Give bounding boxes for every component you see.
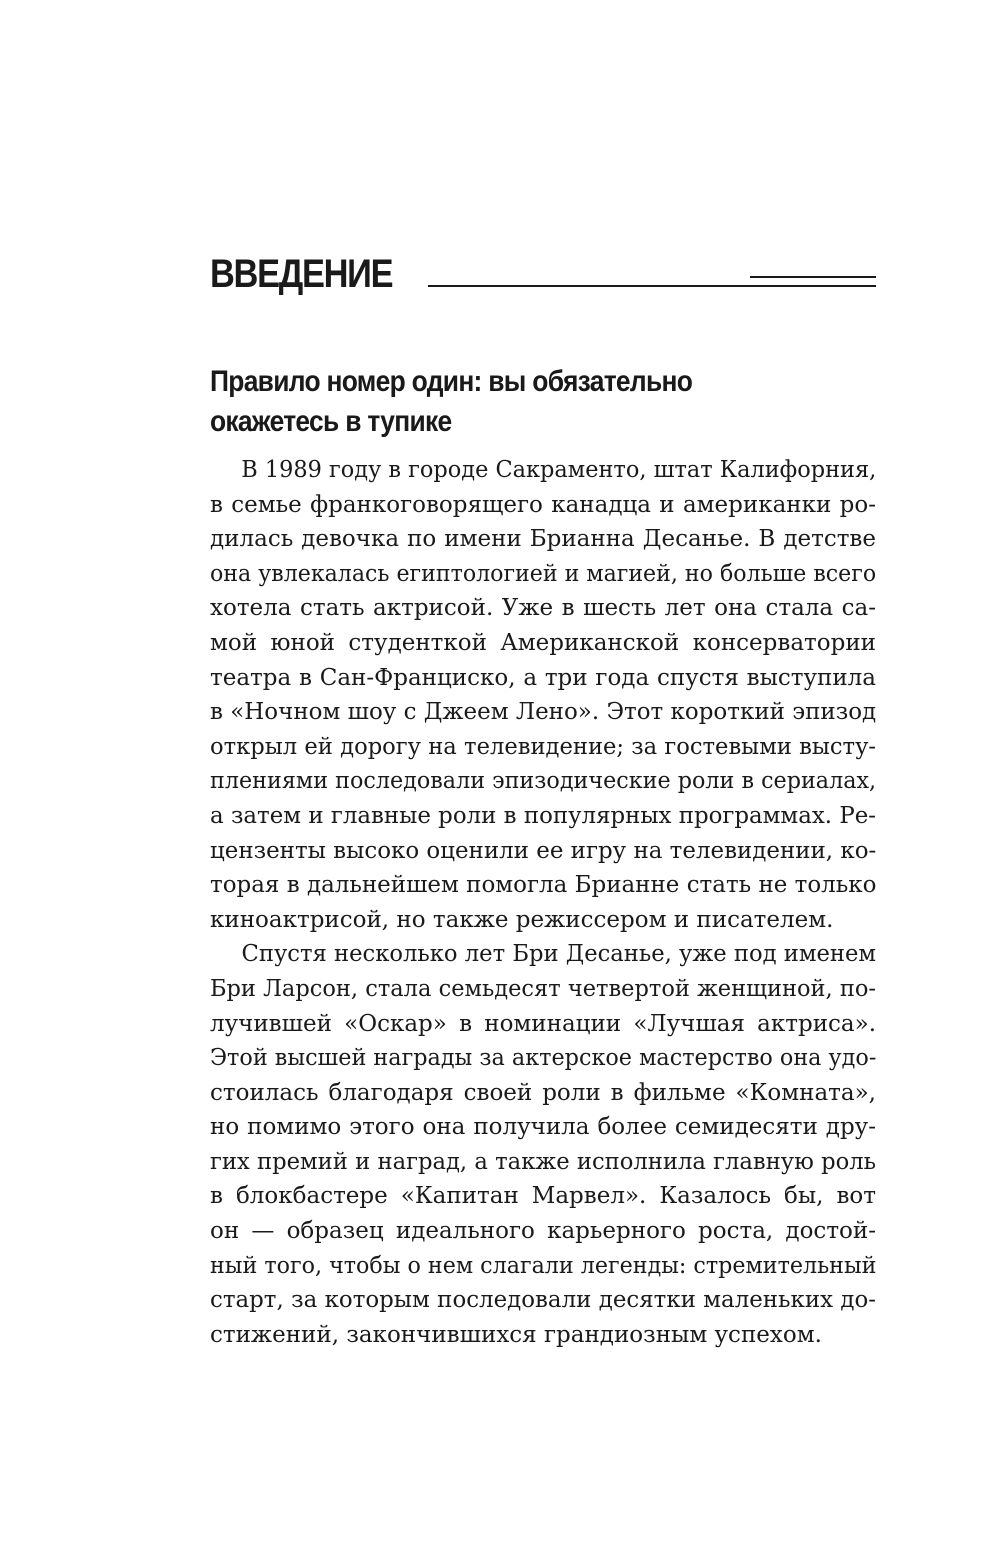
text-line: стоилась благодаря своей роли в фильме «Комната», <box>210 1079 876 1106</box>
section-heading-line: Правило номер один: вы обязательно <box>210 365 693 398</box>
text-line: она увлекалась египтологией и магией, но больше всего <box>210 560 877 587</box>
chapter-header <box>210 246 876 302</box>
text-line: торая в дальнейшем помогла Брианне стать не только <box>210 872 877 899</box>
text-line: стижений, закончившихся грандиозным успехом. <box>210 1321 822 1348</box>
text-line: киноактрисой, но также режиссером и писателем. <box>210 906 834 933</box>
text-line: Спустя несколько лет Бри Десанье, уже под именем <box>241 941 877 968</box>
text-line: открыл ей дорогу на телевидение; за гостевыми высту- <box>210 733 877 760</box>
text-line: В 1989 году в городе Сакраменто, штат Калифорния, <box>241 457 877 483</box>
text-line: в блокбастере «Капитан Марвел». Казалось бы, вот <box>210 1183 876 1210</box>
text-line: ный того, чтобы о нем слагали легенды: стремительный <box>210 1252 877 1279</box>
text-line: мой юной студенткой Американской консерватории <box>210 629 876 656</box>
text-line: в «Ночном шоу с Джеем Лено». Этот короткий эпизод <box>210 699 877 726</box>
section-heading <box>210 362 826 442</box>
text-line: плениями последовали эпизодические роли в сериалах, <box>210 768 877 795</box>
text-line: дилась девочка по имени Брианна Десанье. В детстве <box>210 526 876 553</box>
decorative-rule <box>428 285 876 287</box>
text-line: лучившей «Оскар» в номинации «Лучшая актриса». <box>210 1010 876 1037</box>
decorative-rule-top <box>750 276 876 278</box>
text-line: Бри Ларсон, стала семьдесят четвертой женщиной, по- <box>210 975 877 1002</box>
paragraph-1 <box>210 453 876 937</box>
text-line: театра в Сан-Франциско, а три года спустя выступила <box>210 664 876 691</box>
text-line: хотела стать актрисой. Уже в шесть лет она стала са- <box>210 595 876 622</box>
text-line: старт, за которым последовали десятки маленьких до- <box>210 1287 876 1314</box>
paragraph-2 <box>210 937 876 1352</box>
text-line: гих премий и наград, а также исполнила главную роль <box>210 1148 876 1175</box>
text-line: Этой высшей награды за актерское мастерство она удо- <box>210 1045 877 1072</box>
section-heading-line: окажетесь в тупике <box>210 405 452 438</box>
text-line: он — образец идеального карьерного роста, достой- <box>210 1218 876 1245</box>
text-line: в семье франкоговорящего канадца и американки ро- <box>210 491 876 518</box>
text-line: цензенты высоко оценили ее игру на телевидении, ко- <box>210 837 877 864</box>
chapter-title: ВВЕДЕНИЕ <box>210 252 393 296</box>
body-text <box>210 453 876 1352</box>
text-line: но помимо этого она получила более семидесяти дру- <box>210 1114 876 1141</box>
text-line: а затем и главные роли в популярных программах. Ре- <box>210 802 876 829</box>
